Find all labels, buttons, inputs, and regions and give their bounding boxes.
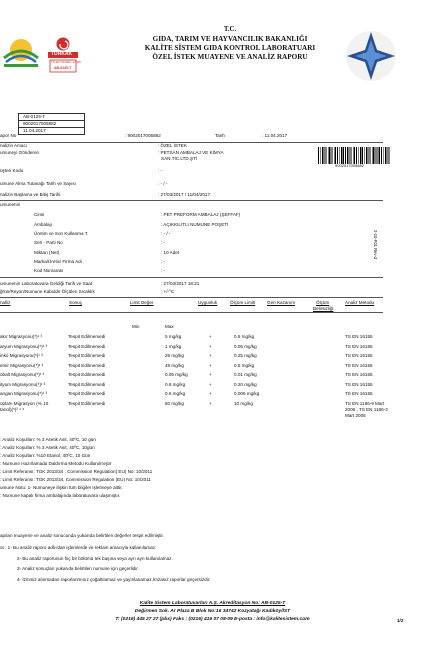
report-no-label: apor No	[0, 133, 17, 138]
table-row-lod: 0.01 mg/kg	[234, 372, 257, 377]
table-row-name: tanol)(*)² ⁴ ⁶	[0, 407, 25, 412]
table-row-lod: 0.20 mg/kg	[234, 382, 257, 387]
table-row-result: Tespit Edilmemedi	[68, 353, 106, 358]
sample-value-2: : AÇIKKILITLI NUMUNE POŞETİ	[161, 222, 229, 227]
header-report-type: ÖZEL İSTEK MUAYENE VE ANALİZ RAPORU	[152, 53, 308, 61]
code-box-report-no: 9002017005882	[19, 121, 84, 128]
sample-value-3: : - / -	[161, 231, 171, 236]
table-row-method: TS EN 16155	[345, 344, 373, 349]
header-ministry: GIDA, TARIM VE HAYVANCILIK BAKANLIĞI	[152, 35, 308, 43]
turkak-sub: TS EN ISO/IEC 17025	[51, 60, 81, 64]
report-date-label: Tarih	[215, 133, 225, 138]
table-row-lod: 0.005 mg/kg	[234, 391, 260, 396]
table-row-ok: +	[209, 344, 212, 349]
info-value-1: : ÖZEL İSTEK	[158, 143, 187, 148]
sample-value-4: : -	[161, 240, 166, 245]
col-metod: Analiz Metodu	[345, 300, 375, 305]
table-row-name: angan Migrasyonu(*)¹ ³	[0, 391, 47, 396]
table-row-method: Mart 2006	[345, 413, 366, 418]
table-row-name: emir Migrasyonu(*)¹ ³	[0, 363, 44, 368]
table-row-method: TS EN 16155	[345, 353, 373, 358]
divider	[0, 200, 383, 201]
sample-label-6: Marka/Üretici Firma Adı	[34, 259, 82, 264]
note-5: : Limit Referansı: TGK 2013/34 , Commission Regulation( EU) No: 10/2011	[0, 469, 153, 474]
table-row-name: akır Migrasyonu(*)¹ ³	[0, 334, 42, 339]
divider	[0, 142, 383, 143]
table-row-ok: +	[209, 334, 212, 339]
divider	[0, 312, 383, 313]
table-row-result: Tespit Edilmemedi	[68, 391, 106, 396]
result-statement: apılan muayene ve analiz sonucunda yukarıda belirtilen değerler tespit edilmiştir.	[0, 533, 164, 538]
footer-contact: T: (0216) 445 27 27 (pbx) Faks : (0216) 416 07 08-09 E-posta : info@kalitesistem.com	[115, 617, 310, 622]
table-row-max: 48 mg/kg	[165, 363, 184, 368]
col-uygunluk: Uygunluk	[198, 300, 218, 305]
sample-value-1: : PET PREFORM AMBALAJ (ŞEFFAF)	[161, 212, 241, 217]
turkak-logo	[48, 36, 81, 74]
info-label-1: nalizin Amacı	[0, 143, 28, 148]
header-t-c: T.C.	[223, 26, 237, 33]
table-row-ok: +	[209, 391, 212, 396]
info-label-5: umune Alma Tutanağı Tarih ve Sayısı	[0, 181, 77, 186]
col-max: Max	[165, 324, 174, 329]
table-row-ok: +	[209, 353, 212, 358]
table-row-result: Tespit Edilmemedi	[68, 401, 106, 406]
table-row-max: 0.05 mg/kg	[165, 372, 188, 377]
info-label-6: nalizin Başlama ve Bitiş Tarihi	[0, 192, 61, 197]
turkak-code: AB-0125-T	[54, 66, 72, 70]
note-4: : Numune Hazırlamada Daldırma Metodu Kullanılmıştır	[0, 461, 112, 466]
term-2: 2- Bu analiz raporunun hiç bir bölümü tek başına veya ayrı ayrı kullanılamaz.	[17, 556, 173, 561]
code-box-date: 11.04.2017	[23, 128, 46, 133]
table-row-lod: 0.25 mg/kg	[234, 353, 257, 358]
table-row-ok: +	[209, 363, 212, 368]
col-sonuc: Sonuç	[69, 300, 83, 305]
term-1: ot : 1- Bu analiz raporu adli-idari işlemlerde ve reklam amacıyla kullanılamaz.	[0, 545, 157, 550]
turkak-text: TÜRKAK	[51, 51, 73, 57]
sample-value-7: : -	[161, 268, 166, 273]
info-value-3: SAN.TİC.LTD.ŞTİ	[161, 156, 198, 161]
table-row-method: TS EN 16155	[345, 391, 373, 396]
sample-label-4: Seri - Parti No	[34, 240, 63, 245]
note-3: : Analiz Koşulları: %10 Etanol, 40ºC, 10 Gün	[0, 453, 91, 458]
divider	[0, 297, 383, 298]
table-row-lod: 0.5 mg/kg	[234, 363, 255, 368]
table-row-max: 5 mg/kg	[165, 334, 182, 339]
table-row-max: 25 mg/kg	[165, 353, 184, 358]
sample-value-5: : 10 Adet	[161, 250, 180, 255]
note-1: : Analiz Koşulları: % 3 Asetik Asit, 40ºC, 10 gün	[0, 437, 96, 442]
table-row-result: Tespit Edilmemedi	[68, 334, 106, 339]
report-no-value: : 9002017005882	[125, 133, 161, 138]
table-row-ok: +	[209, 382, 212, 387]
col-olcum-belirsizligi-2: Belirsizliği	[313, 306, 334, 311]
table-row-name: obalt Migrasyonu(*)¹ ³	[0, 372, 45, 377]
info-value-2: : PETSAN AMBALAJ VE KİMYA	[158, 150, 224, 155]
info-value-4: : -	[158, 168, 163, 173]
col-olcum-belirsizligi: Ölçüm	[316, 300, 330, 305]
note-6: : Limit Referansı: TGK 2013/34, Commission Regulation (EU) No: 10/2011	[0, 477, 151, 482]
info-value-6: : 27/03/2017 / 11/04/2017	[158, 192, 211, 197]
term-4: 4- İzinmiz alınmadan raporlanmınız çoğaltılamaz ve yayınlanamaz.İmzasız raporlar geçersizdir.	[17, 577, 211, 582]
table-row-max: 1 mg/kg	[165, 344, 182, 349]
col-geri-kazanim: Geri Kazanım	[267, 300, 296, 305]
table-row-lod: 0.5 mg/kg	[234, 334, 255, 339]
table-row-ok: +	[209, 372, 212, 377]
report-date-value: : 11.04.2017	[262, 133, 288, 138]
table-row-result: Tespit Edilmemedi	[68, 372, 106, 377]
ministry-logo	[0, 34, 42, 70]
sample-label-1: Cinsi	[34, 212, 45, 217]
col-olcum-limiti: Ölçüm Limiti	[230, 300, 256, 305]
note-7: umune Notu: 1- Numuneye ilişkin tüm bilgiler işletmeye aittir.	[0, 485, 123, 490]
table-row-method: TS EN 16155	[345, 382, 373, 387]
footer-company: Kalite Sistem Laboratuvarları A.Ş. Akreditasyon No: AB-0125-T	[139, 601, 286, 606]
info-value-5: : - / -	[158, 181, 168, 186]
kalite-sistem-logo	[345, 30, 397, 82]
col-min: Min	[132, 324, 140, 329]
barcode	[318, 147, 390, 164]
table-row-lod: 10 mg/kg	[234, 401, 253, 406]
col-limit: Limit Değer	[130, 300, 154, 305]
table-row-result: Tespit Edilmemedi	[68, 382, 106, 387]
page-number: 1/2	[397, 618, 404, 623]
table-row-method: 2006 , TS EN 1186-3	[345, 407, 388, 412]
sample-label-7: Kod Numarası	[34, 268, 64, 273]
table-row-lod: 0.05 mg/kg	[234, 344, 257, 349]
info-label-2: umuneyi Gönderen	[0, 150, 40, 155]
sample-label-5: Miktarı (Net)	[34, 250, 60, 255]
table-row-max: 0.6 mg/kg	[165, 382, 186, 387]
note-2: : Analiz Koşulları: % 3 Asetik Asit, 40ºC, 10gün	[0, 445, 95, 450]
arrival-value: : 27/03/2017 18:21	[161, 281, 200, 286]
table-row-result: Tespit Edilmemedi	[68, 363, 106, 368]
table-row-max: 0.6 mg/kg	[165, 391, 186, 396]
table-row-result: Tespit Edilmemedi	[68, 344, 106, 349]
table-row-ok: +	[209, 401, 212, 406]
sample-value-6: : -	[161, 259, 166, 264]
barcode-text: 9002017005882	[335, 163, 364, 168]
temperature-label: ğrün/Reyon/Numune Kabulde Ölçülen Sıcaklık	[0, 289, 95, 294]
col-analiz: nalliz	[0, 300, 11, 305]
header-lab: KALİTE SİSTEM GIDA KONTROL LABORATUARI	[144, 44, 316, 52]
table-row-method: TS EN 16155	[345, 334, 373, 339]
note-8: : Numune kapalı firma ambalajında laboratuvara ulaşmıştır.	[0, 493, 121, 498]
sample-label-2: Ambalajı	[34, 222, 52, 227]
footer-address: Değirmen Sok. Ar Plaza B Blok No:16 34742 Kozyatağı Kadıköy/İST	[134, 609, 291, 614]
table-row-name: aryum Migrasyonu(*)¹ ³	[0, 344, 47, 349]
table-row-name: ityum Migrasyonu(*)¹ ³	[0, 382, 46, 387]
table-row-name: oplam Migrasyon (% 10	[0, 401, 49, 406]
report-code-box	[18, 113, 85, 135]
table-row-method: TS EN 16155	[345, 372, 373, 377]
sample-label-3: Üretim ve Son Kullanma T.	[34, 231, 89, 236]
temperature-value: : +/-°C	[161, 289, 175, 294]
table-row-max: 60 mg/kg	[165, 401, 184, 406]
divider	[0, 277, 383, 278]
arrival-label: umunenin Laboratuvara Geldiği Tarih ve Saat	[0, 281, 93, 286]
table-row-method: TS EN 16155	[345, 363, 373, 368]
term-3: 3- Analiz sonuçları yukarıda belirtilen numune için geçerlidir.	[17, 566, 139, 571]
table-row-name: inko Migrasyonu(*)¹ ³	[0, 353, 43, 358]
form-code-side: 2-10-F01 Rev-2	[373, 230, 378, 260]
info-label-4: üşteri Kodu	[0, 168, 24, 173]
info-label-7: umunenin	[0, 202, 21, 207]
table-row-method: TS EN 1186-9 Mart	[345, 401, 385, 406]
code-box-accreditation: AB-0125-T	[19, 114, 84, 121]
